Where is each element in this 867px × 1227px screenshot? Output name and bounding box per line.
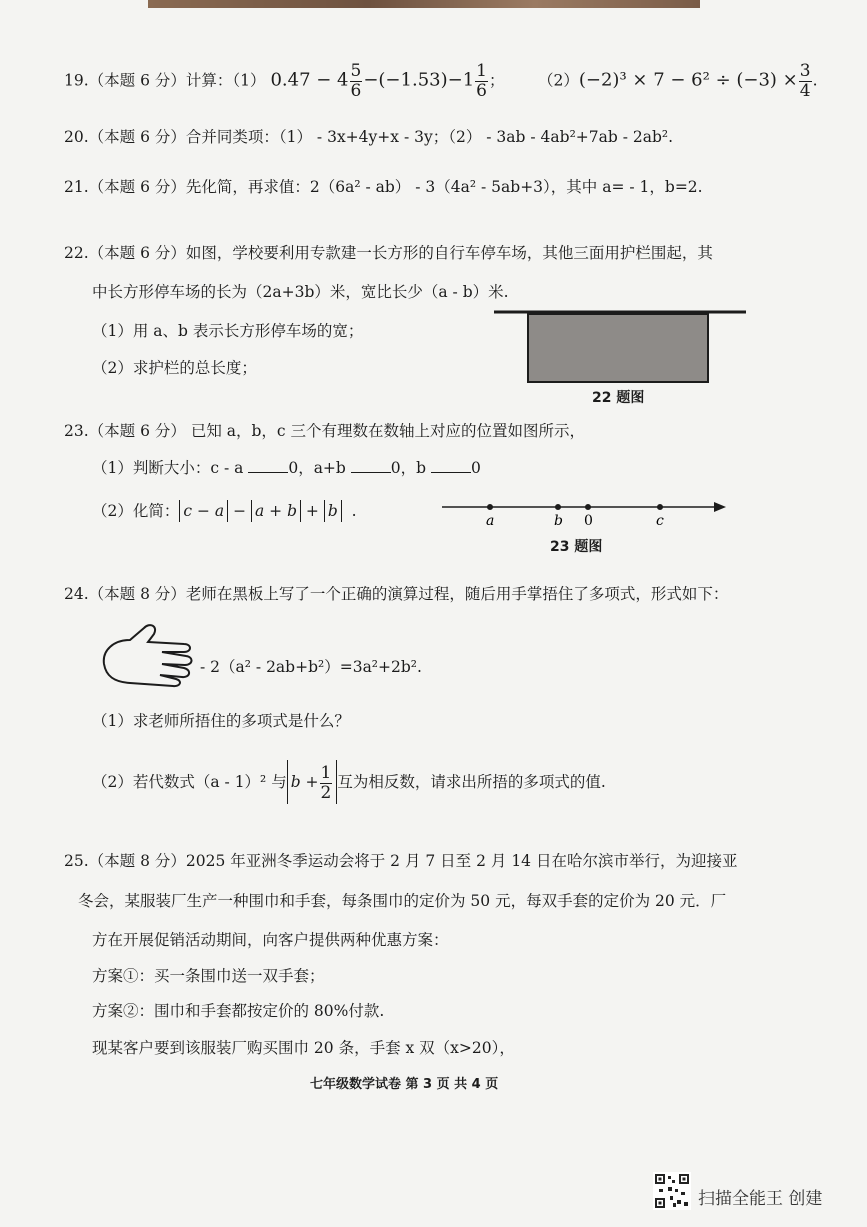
figure-23-caption: 23 题图 — [550, 539, 603, 555]
top-photo-strip — [148, 0, 700, 8]
question-20: 20.（本题 6 分）合并同类项：（1） - 3x+4y+x - 3y；（2） - 3ab - 4ab²+7ab - 2ab². — [64, 128, 674, 146]
parking-lot-rect — [528, 314, 708, 382]
question-23-part1: （1）判断大小：c - a 0，a+b 0，b 0 — [92, 459, 481, 477]
question-25-line4: 现某客户要到该服装厂购买围巾 20 条，手套 x 双（x>20）， — [92, 1039, 515, 1057]
question-25: 25.（本题 8 分）2025 年亚洲冬季运动会将于 2 月 7 日至 2 月 14 日在哈尔滨市举行，为迎接亚 — [64, 852, 738, 870]
label-a: a — [486, 513, 495, 529]
qr-code-icon — [653, 1172, 691, 1210]
question-19-part2: （2）(−2)³ × 7 − 6² ÷ (−3) × $\frac{3}{4}$ . — [538, 61, 818, 101]
label-c: c — [656, 513, 664, 529]
question-24-part1: （1）求老师所捂住的多项式是什么？ — [92, 712, 350, 730]
point-zero — [585, 504, 591, 510]
page-footer: 七年级数学试卷 第 3 页 共 4 页 — [310, 1077, 499, 1092]
question-25-plan1: 方案①：买一条围巾送一双手套； — [92, 967, 325, 985]
parking-lot-figure — [494, 308, 748, 384]
answer-blank[interactable] — [351, 458, 391, 473]
point-a — [487, 504, 493, 510]
label-zero: 0 — [584, 513, 593, 529]
hidden-polynomial-expression: - 2（a² - 2ab+b²）=3a²+2b². — [200, 658, 422, 676]
question-23-part2: （2）化简： c − a − a + b + b . — [92, 502, 357, 520]
point-b — [555, 504, 561, 510]
question-22-part1: （1）用 a、b 表示长方形停车场的宽； — [92, 322, 364, 340]
number-line — [440, 495, 730, 531]
hand-icon — [100, 620, 196, 690]
question-23: 23.（本题 6 分） 已知 a，b，c 三个有理数在数轴上对应的位置如图所示， — [64, 422, 586, 440]
label-b: b — [554, 513, 563, 529]
figure-22-caption: 22 题图 — [592, 390, 645, 406]
question-21: 21.（本题 6 分）先化简，再求值：2（6a² - ab） - 3（4a² - 5ab+3），其中 a= - 1，b=2. — [64, 178, 703, 196]
question-25-line3: 方在开展促销活动期间，向客户提供两种优惠方案： — [92, 931, 449, 949]
question-19: 19.（本题 6 分）计算：（1） 0.47 − 4 $\frac{5}{6}$ −(−1.53)−1 $\frac{1}{6}$ ； — [64, 61, 505, 101]
question-22: 22.（本题 6 分）如图，学校要利用专款建一长方形的自行车停车场，其他三面用护栏围起，其 — [64, 244, 713, 262]
answer-blank[interactable] — [431, 458, 471, 473]
arrow-icon — [714, 502, 726, 512]
question-24: 24.（本题 8 分）老师在黑板上写了一个正确的演算过程，随后用手掌捂住了多项式，形式如下： — [64, 585, 729, 603]
question-22-line2: 中长方形停车场的长为（2a+3b）米，宽比长少（a - b）米. — [92, 283, 509, 301]
question-25-plan2: 方案②：围巾和手套都按定价的 80%付款. — [92, 1002, 385, 1020]
scanner-watermark: 扫描全能王 创建 — [698, 1189, 823, 1209]
question-25-line2: 冬会，某服装厂生产一种围巾和手套，每条围巾的定价为 50 元，每双手套的定价为 20 元．厂 — [78, 892, 727, 910]
question-22-part2: （2）求护栏的总长度； — [92, 359, 257, 377]
question-24-part2: （2）若代数式（a - 1）² 与 b + $\frac{1}{2}$ 互为相反数，请求出所捂的多项式的值. — [92, 760, 606, 804]
answer-blank[interactable] — [248, 458, 288, 473]
point-c — [657, 504, 663, 510]
